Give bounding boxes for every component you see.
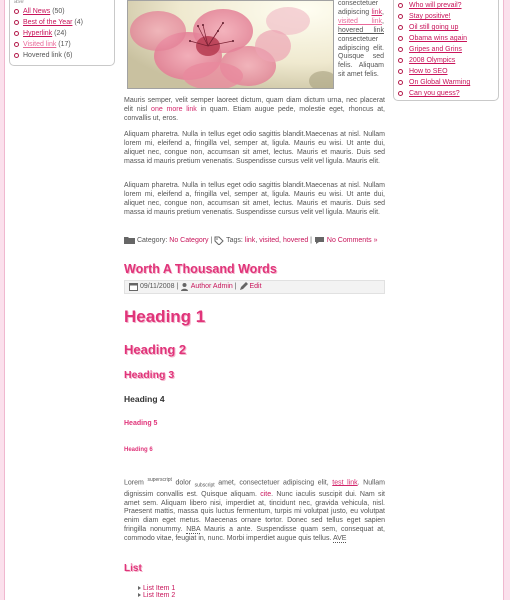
category-link[interactable]: Visited link <box>23 41 57 48</box>
edit-icon <box>239 282 248 291</box>
link-sample[interactable]: link <box>371 8 383 16</box>
category-item-best-of-the-year <box>14 17 110 28</box>
recent-post-link[interactable]: Can you guess? <box>409 90 460 97</box>
recent-post-link[interactable]: Stay positive! <box>409 13 451 20</box>
category-item-all-news <box>14 6 110 17</box>
body-text: Lorem <box>124 479 144 487</box>
bullet-icon <box>398 25 403 30</box>
bullet-icon <box>398 3 403 8</box>
sample-list <box>138 585 175 599</box>
sidebar-heading-fragment: ase <box>14 0 24 5</box>
tag-link[interactable]: link <box>244 237 256 244</box>
recent-post-link[interactable]: Who will prevail? <box>409 2 462 9</box>
list-item <box>138 585 175 592</box>
subscript-sample: subscript <box>194 482 215 489</box>
category-count: (6) <box>63 52 73 59</box>
recent-post-link[interactable]: Oil still going up <box>409 24 459 31</box>
superscript-sample: superscript <box>147 477 172 483</box>
recent-post-link[interactable]: Gripes and Grins <box>409 46 462 53</box>
arrow-bullet-icon <box>138 593 141 597</box>
category-link[interactable]: No Category <box>169 237 209 244</box>
bullet-icon <box>398 80 403 85</box>
post-meta: Category: No Category | Tags: link, visited, hovered | No Comments » <box>124 235 385 246</box>
post-body-paragraph <box>124 476 385 544</box>
bullet-icon <box>14 53 19 58</box>
tag-link[interactable]: hovered <box>282 237 309 244</box>
body-text: amet, consectetuer adipiscing elit, <box>218 479 329 487</box>
post-info-bar: 09/11/2008 | Author Admin | Edit <box>124 280 385 294</box>
arrow-bullet-icon <box>138 586 141 590</box>
wrap-text-2: consectetuer adipiscing elit. Quisque sed felis. Aliquam sit amet felis. <box>338 35 384 79</box>
heading-3: Heading 3 <box>124 369 175 381</box>
abbr-ave: AVE <box>332 535 347 543</box>
body-text: . Nullam dignissim convallis est. Quisque aliquam. <box>124 479 385 498</box>
recent-post-item <box>398 77 494 88</box>
heading-2: Heading 2 <box>124 342 187 357</box>
list-item <box>138 592 175 599</box>
category-item-hyperlink <box>14 28 110 39</box>
post-paragraph-2: Aliquam pharetra. Nulla in tellus eget odio sagittis blandit.Maecenas at nisl. Nullam lorem mi, eleifend a, fringilla vel, semper at, ligula. Mauris eu wisi. Ut ante dui, aliquet nec, congue non, accumsan sit amet, lectus. Mauris et mauris. Duis sed massa id mauris pretium venenatis. Suspendisse cursus velit vel ligula. Mauris elit. <box>124 131 385 165</box>
recent-post-link[interactable]: On Global Warming <box>409 79 471 86</box>
post-image-blossom <box>127 0 334 89</box>
recent-post-item <box>398 55 494 66</box>
heading-1: Heading 1 <box>124 307 206 326</box>
recent-post-item <box>398 44 494 55</box>
recent-post-link[interactable]: 2008 Olympics <box>409 57 456 64</box>
tags-prefix: Tags: <box>226 237 243 244</box>
heading-6: Heading 6 <box>124 447 153 453</box>
bullet-icon <box>14 20 19 25</box>
para1-text-a: Mauris semper, velit semper laoreet dictum, quam diam dictum urna, nec placerat elit nisl <box>124 97 385 113</box>
recent-post-item <box>398 11 494 22</box>
list-heading: List <box>124 563 142 574</box>
left-sidebar-categories <box>9 0 115 66</box>
comment-icon <box>314 236 325 245</box>
user-icon <box>180 282 189 291</box>
bullet-icon <box>14 31 19 36</box>
tag-icon <box>214 236 224 245</box>
category-link[interactable]: Hyperlink <box>23 30 53 37</box>
bullet-icon <box>398 58 403 63</box>
body-text: dolor <box>175 479 192 487</box>
post-date: 09/11/2008 <box>139 283 175 290</box>
bullet-icon <box>398 36 403 41</box>
recent-post-item <box>398 0 494 11</box>
calendar-icon <box>129 282 138 291</box>
bullet-icon <box>14 9 19 14</box>
edit-link[interactable]: Edit <box>249 283 262 290</box>
category-link[interactable]: Hovered link <box>23 52 62 59</box>
recent-post-item <box>398 66 494 77</box>
author-link[interactable]: Author Admin <box>190 283 233 290</box>
abbr-nba: NBA <box>186 526 201 534</box>
one-more-link[interactable]: one more link <box>151 105 197 113</box>
recent-post-item <box>398 33 494 44</box>
category-count: (24) <box>54 30 67 37</box>
category-link[interactable]: Best of the Year <box>23 19 73 26</box>
category-prefix: Category: <box>136 237 168 244</box>
category-count: (50) <box>52 8 65 15</box>
wrap-text-1: consectetuer adipiscing <box>338 0 379 16</box>
heading-5: Heading 5 <box>124 420 158 427</box>
recent-post-link[interactable]: How to SEO <box>409 68 448 75</box>
comments-link[interactable]: No Comments » <box>326 237 378 244</box>
post-paragraph-3: Aliquam pharetra. Nulla in tellus eget odio sagittis blandit.Maecenas at nisl. Nullam lorem mi, eleifend a, fringilla vel, semper at, ligula. Mauris eu wisi. Ut ante dui, aliquet nec, congue non, accumsan sit amet, lectus. Mauris et mauris. Duis sed massa id mauris pretium venenatis. Suspendisse cursus velit vel ligula. Mauris elit. <box>124 182 385 216</box>
category-link[interactable]: All News <box>23 8 51 15</box>
recent-posts-list <box>398 0 494 99</box>
visited-link-sample[interactable]: visited link <box>338 17 383 25</box>
list-item-label: List Item 2 <box>143 592 176 599</box>
list-item-label: List Item 1 <box>143 585 176 592</box>
cite-sample: cite <box>260 490 272 498</box>
tag-link[interactable]: visited <box>259 237 280 244</box>
recent-post-item <box>398 88 494 99</box>
recent-post-item <box>398 22 494 33</box>
post-paragraph-1 <box>124 97 385 124</box>
test-link[interactable]: test link <box>332 479 358 487</box>
recent-post-link[interactable]: Obama wins again <box>409 35 467 42</box>
category-count: (17) <box>58 41 71 48</box>
blossom-photo <box>128 1 334 89</box>
right-sidebar-recent-posts <box>393 0 499 101</box>
category-item-visited-link <box>14 39 110 50</box>
category-item-hovered-link <box>14 50 110 61</box>
bullet-icon <box>398 91 403 96</box>
body-text: Mauris a ante. Suspendisse quam sem, consequat at, commodo vitae, feugiat in, nunc. Morbi imperdiet augue quis tellus. <box>124 526 386 543</box>
category-list <box>14 6 110 61</box>
post-wrap-text: consectetuer adipiscing link, visited link, hovered link consectetuer adipiscing elit. Quisque sed felis. Aliquam sit amet felis. <box>338 0 384 79</box>
bullet-icon <box>398 69 403 74</box>
heading-4: Heading 4 <box>124 394 165 404</box>
bullet-icon <box>398 47 403 52</box>
bullet-icon <box>14 42 19 47</box>
para1-text-b: in quam. Etiam augue pede, molestie eget, rhoncus at, convallis ut, eros. <box>124 105 385 122</box>
folder-icon <box>124 236 135 244</box>
body-text: . Nunc iaculis suscipit dui. Nam sit amet sem. Aliquam libero nisi, imperdiet at, tincidunt nec, gravida vehicula, nisl. Praesent mattis, massa quis luctus fermentum, turpis mi volutpat justo, eu volutpat enim diam eget metus. Maecenas ornare tortor. Donec sed tellus eget sapien fringilla nonummy. <box>124 490 385 534</box>
hovered-link-sample[interactable]: hovered link <box>338 26 384 34</box>
category-count: (4) <box>74 19 83 26</box>
bullet-icon <box>398 14 403 19</box>
post-title[interactable]: Worth A Thousand Words <box>124 262 277 276</box>
